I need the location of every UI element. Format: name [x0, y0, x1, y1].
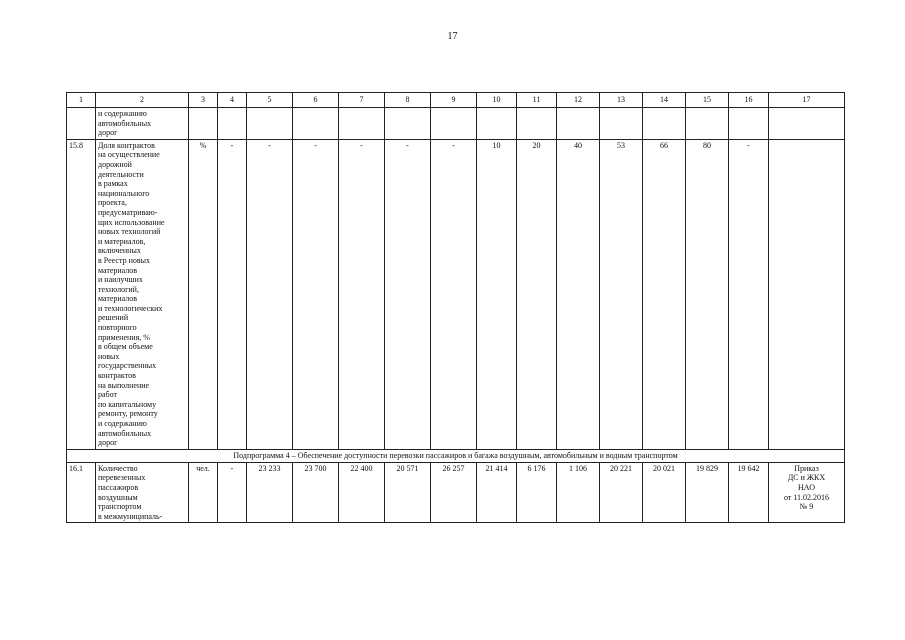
table-cell: 20 221	[600, 462, 643, 523]
column-header: 13	[600, 93, 643, 108]
table-cell: 20 021	[643, 462, 686, 523]
table-cell: -	[247, 139, 293, 449]
table-cell	[247, 108, 293, 140]
table-row	[67, 139, 845, 449]
table-cell	[477, 108, 517, 140]
column-header: 14	[643, 93, 686, 108]
table-cell: 22 400	[339, 462, 385, 523]
table-cell: 21 414	[477, 462, 517, 523]
page-number: 17	[447, 31, 458, 42]
table-cell	[293, 108, 339, 140]
table-cell	[643, 108, 686, 140]
column-header: 3	[189, 93, 218, 108]
column-header: 17	[769, 93, 845, 108]
column-header: 12	[557, 93, 600, 108]
table-cell: -	[729, 139, 769, 449]
table-cell: 23 700	[293, 462, 339, 523]
table-cell: -	[293, 139, 339, 449]
table-cell: 19 642	[729, 462, 769, 523]
table-cell	[339, 108, 385, 140]
column-header: 15	[686, 93, 729, 108]
row-number-cell: 15.8	[67, 139, 96, 449]
table-cell: 23 233	[247, 462, 293, 523]
table-row	[67, 462, 845, 523]
table-cell: 80	[686, 139, 729, 449]
column-header: 9	[431, 93, 477, 108]
column-header: 7	[339, 93, 385, 108]
table-cell	[67, 108, 96, 140]
column-header: 10	[477, 93, 517, 108]
table-cell	[517, 108, 557, 140]
table-cell: -	[339, 139, 385, 449]
column-header: 4	[218, 93, 247, 108]
column-header: 1	[67, 93, 96, 108]
table-row	[67, 108, 845, 140]
table-cell	[557, 108, 600, 140]
subprogram-row	[67, 449, 845, 462]
table-cell: 10	[477, 139, 517, 449]
table-cell	[189, 108, 218, 140]
indicator-name-cell: Доля контрактов на осуществление дорожной деятельности в рамках национального проекта, предусматриваю- щих использование новых технологий и материалов, включенных в Реестр новых материалов и наилучших технологий, материалов и технологических решений повторного применения, % в общем объеме новых государственных контрактов на выполнение работ по капитальному ремонту, ремонту и содержанию автомобильных дорог	[96, 139, 189, 449]
table-cell: 26 257	[431, 462, 477, 523]
table-cell: 66	[643, 139, 686, 449]
table-cell: 20	[517, 139, 557, 449]
table-cell: -	[431, 139, 477, 449]
row-number-cell: 16.1	[67, 462, 96, 523]
table-cell	[729, 108, 769, 140]
table-cell: 19 829	[686, 462, 729, 523]
table-cell: 40	[557, 139, 600, 449]
table-cell	[769, 139, 845, 449]
column-header: 6	[293, 93, 339, 108]
table-cell: -	[218, 139, 247, 449]
table-cell	[431, 108, 477, 140]
column-header: 2	[96, 93, 189, 108]
unit-cell: %	[189, 139, 218, 449]
table-cell: -	[385, 139, 431, 449]
unit-cell: чел.	[189, 462, 218, 523]
subprogram-title: Подпрограмма 4 – Обеспечение доступности перевозки пассажиров и багажа воздушным, автомобильным и водным транспортом	[67, 449, 845, 462]
table-cell: 20 571	[385, 462, 431, 523]
column-header: 11	[517, 93, 557, 108]
column-header: 5	[247, 93, 293, 108]
source-document-cell: Приказ ДС и ЖКХ НАО от 11.02.2016 № 9	[769, 462, 845, 523]
table-cell: 6 176	[517, 462, 557, 523]
column-header: 16	[729, 93, 769, 108]
table-cell: 53	[600, 139, 643, 449]
column-header: 8	[385, 93, 431, 108]
table-cell	[600, 108, 643, 140]
indicators-table	[66, 92, 845, 523]
indicator-name-cell: и содержанию автомобильных дорог	[96, 108, 189, 140]
table-cell	[686, 108, 729, 140]
table-cell	[218, 108, 247, 140]
table-cell	[769, 108, 845, 140]
indicator-name-cell: Количество перевезенных пассажиров воздушным транспортом в межмуниципаль-	[96, 462, 189, 523]
table-header-row	[67, 93, 845, 108]
table-cell: 1 106	[557, 462, 600, 523]
table-cell	[385, 108, 431, 140]
table-cell: -	[218, 462, 247, 523]
